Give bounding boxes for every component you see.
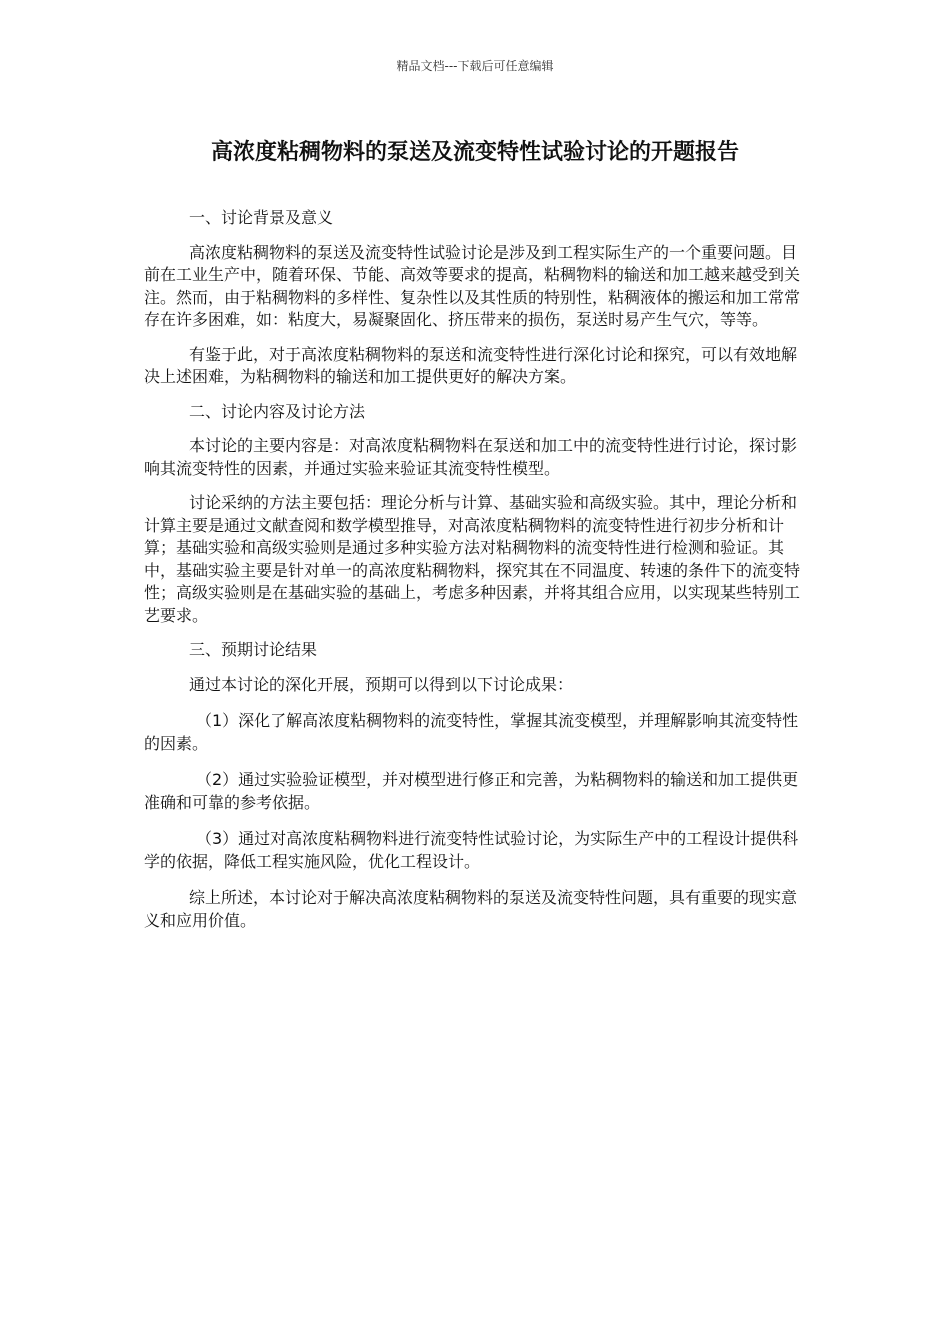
section-heading-background: 一、讨论背景及意义 [189, 208, 334, 227]
result-item-1: （1）深化了解高浓度粘稠物料的流变特性，掌握其流变模型，并理解影响其流变特性的因素。 [144, 711, 799, 753]
paragraph-background-2: 有鉴于此，对于高浓度粘稠物料的泵送和流变特性进行深化讨论和探究，可以有效地解决上述困难，为粘稠物料的输送和加工提供更好的解决方案。 [144, 344, 798, 386]
paragraph-results-intro: 通过本讨论的深化开展，预期可以得到以下讨论成果： [189, 674, 574, 694]
section-heading-content-method: 二、讨论内容及讨论方法 [189, 401, 366, 421]
paragraph-method: 讨论采纳的方法主要包括：理论分析与计算、基础实验和高级实验。其中，理论分析和计算主要是通过文献查阅和数学模型推导，对高浓度粘稠物料的流变特性进行初步分析和计算；基础实验和高级实验则是通过多种实验方法对粘稠物料的流变特性进行检测和验证。其中，基础实验主要是针对单一的高浓度粘稠物料，探究其在不同温度、转速的条件下的流变特性；高级实验则是在基础实验的基础上，考虑多种因素，并将其组合应用，以实现某些特别工艺要求。 [144, 493, 801, 625]
paragraph-background-1: 高浓度粘稠物料的泵送及流变特性试验讨论是涉及到工程实际生产的一个重要问题。目前在工业生产中，随着环保、节能、高效等要求的提高，粘稠物料的输送和加工越来越受到关注。然而，由于粘稠物料的多样性、复杂性以及其性质的特别性，粘稠液体的搬运和加工常常存在许多困难，如：粘度大，易凝聚固化、挤压带来的损伤，泵送时易产生气穴，等等。 [144, 242, 801, 329]
result-item-3: （3）通过对高浓度粘稠物料进行流变特性试验讨论，为实际生产中的工程设计提供科学的依据，降低工程实施风险，优化工程设计。 [144, 829, 799, 871]
paragraph-content: 本讨论的主要内容是：对高浓度粘稠物料在泵送和加工中的流变特性进行讨论，探讨影响其流变特性的因素，并通过实验来验证其流变特性模型。 [144, 436, 798, 478]
document-title: 高浓度粘稠物料的泵送及流变特性试验讨论的开题报告 [210, 140, 739, 165]
document-body [144, 207, 806, 944]
section-heading-expected-results: 三、预期讨论结果 [189, 640, 318, 659]
header-note: 精品文档---下载后可任意编辑 [396, 59, 554, 73]
paragraph-conclusion: 综上所述，本讨论对于解决高浓度粘稠物料的泵送及流变特性问题，具有重要的现实意义和应用价值。 [144, 888, 798, 930]
result-item-2: （2）通过实验验证模型，并对模型进行修正和完善，为粘稠物料的输送和加工提供更准确和可靠的参考依据。 [144, 770, 799, 812]
